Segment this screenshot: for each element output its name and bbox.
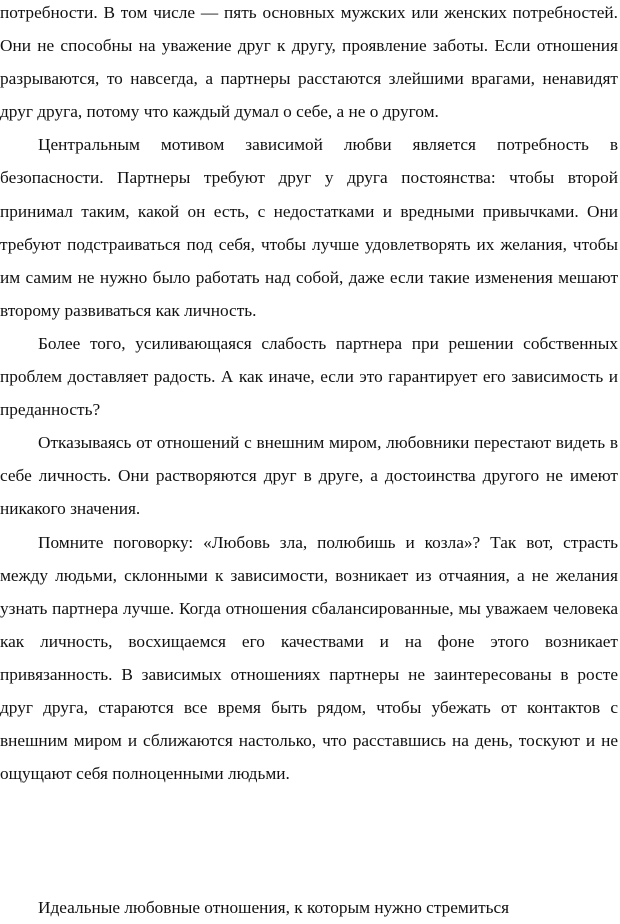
- paragraph-security-motive: Центральным мотивом зависимой любви является потребность в безопасности. Партнеры требуют друг у друга постоянства: чтобы второй принимал таким, какой он есть, с недостатками и вредными привычками. Они требуют подстраиваться под себя, чтобы лучше удовлетворять их желания, чтобы им самим не нужно было работать над собой, даже если такие изменения мешают второму развиваться как личность.: [0, 135, 618, 320]
- paragraph-outside-world: Отказываясь от отношений с внешним миром, любовники перестают видеть в себе личность. Они растворяются друг в друге, а достоинства другого не имеют никакого значения.: [0, 433, 618, 519]
- next-section-heading: Идеальные любовные отношения, к которым нужно стремиться: [38, 898, 510, 917]
- paragraph-proverb: Помните поговорку: «Любовь зла, полюбишь и козла»? Так вот, страсть между людьми, склонными к зависимости, возникает из отчаяния, а не желания узнать партнера лучше. Когда отношения сбалансированные, мы уважаем человека как личность, восхищаемся его качествами и на фоне этого возникает привязанность. В зависимых отношениях партнеры не заинтересованы в росте друг друга, стараются все время быть рядом, чтобы убежать от контактов с внешним миром и сближаются настолько, что расставшись на день, тоскуют и не ощущают себя полноценными людьми.: [0, 532, 618, 784]
- paragraph-partner-weakness: Более того, усиливающаяся слабость партнера при решении собственных проблем доставляет радость. А как иначе, если это гарантирует его зависимость и преданность?: [0, 333, 618, 420]
- paragraph-continuation: потребности. В том числе — пять основных мужских или женских потребностей. Они не способны на уважение друг к другу, проявление заботы. Если отношения разрываются, то навсегда, а партнеры расстаются злейшими врагами, ненавидят друг друга, потому что каждый думал о себе, а не о другом.: [0, 3, 618, 122]
